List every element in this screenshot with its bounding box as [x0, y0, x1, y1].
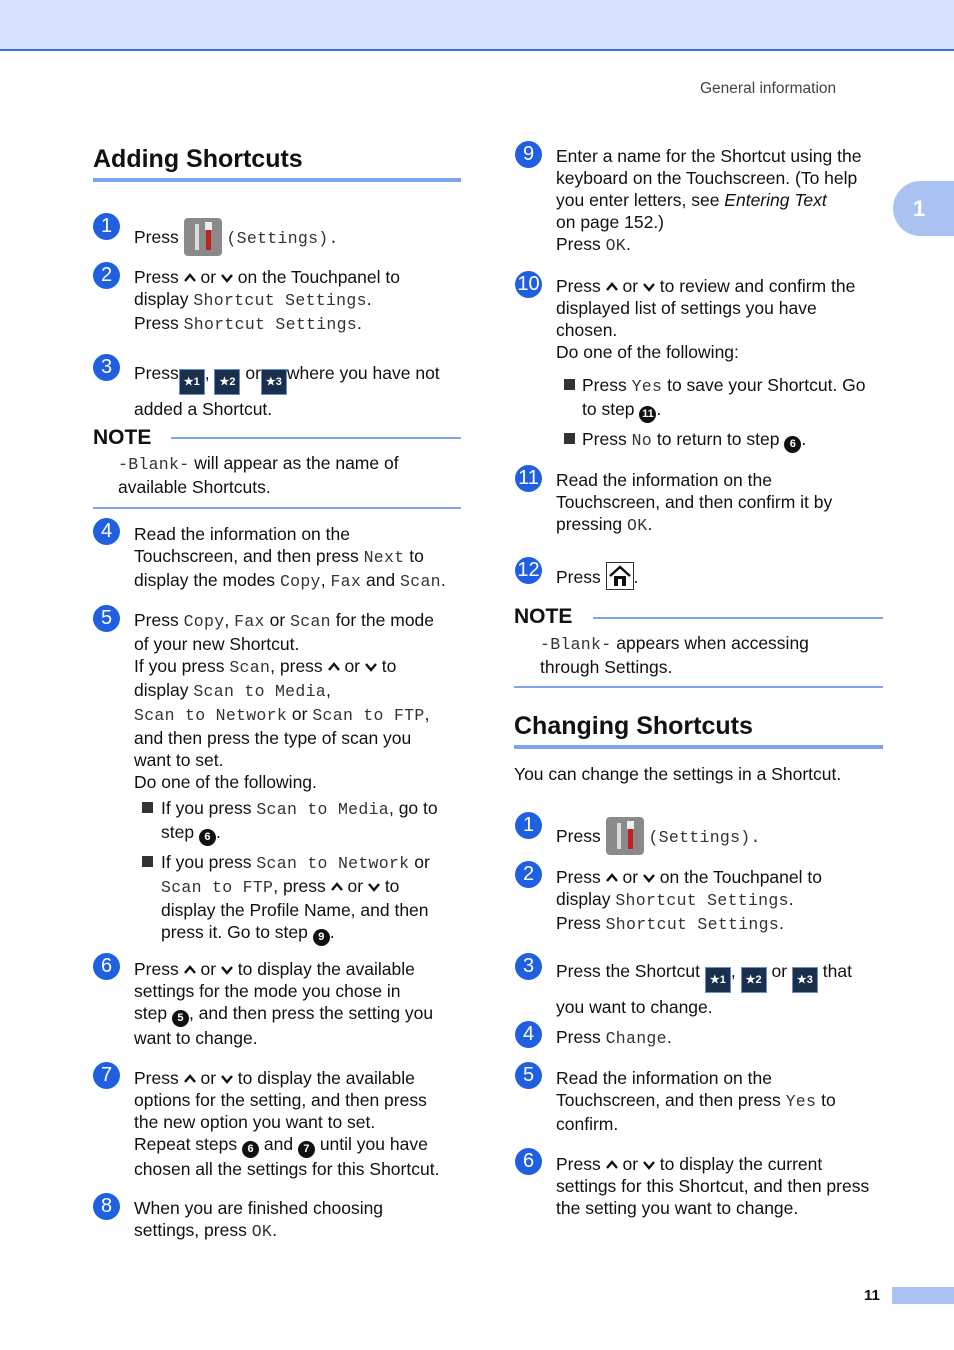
step-ref: 6: [242, 1141, 259, 1158]
step-text: Press or to review and confirm the displayed list of settings you have chosen. Do one of the following:: [556, 276, 856, 362]
note-title: NOTE: [93, 426, 152, 449]
shortcut-star-icon: ★2: [214, 369, 240, 395]
step-number: 11: [515, 465, 542, 492]
step-number: 6: [93, 953, 120, 980]
step-text: Press or on the Touchpanel to display Shortcut Settings. Press Shortcut Settings.: [134, 267, 400, 334]
step-text: Press or to display the current settings for this Shortcut, and then press the setting you want to change.: [556, 1154, 870, 1218]
up-chevron-icon: [184, 1073, 196, 1085]
bullet-square: [142, 856, 153, 867]
step-text: Press the Shortcut ★1 , ★2 or ★3 that you want to change.: [556, 961, 852, 1017]
step-number: 7: [93, 1062, 120, 1089]
step-text: Read the information on the Touchscreen, and then press Yes to confirm.: [556, 1068, 836, 1134]
step-text: Press or to display the available settings for the mode you chose in step 5 , and then press the setting you want to change.: [134, 959, 434, 1048]
down-chevron-icon: [221, 964, 233, 976]
note-rule: [171, 437, 461, 439]
step-number: 5: [515, 1062, 542, 1089]
note-bottom-rule: [93, 507, 461, 509]
step-text: Press (Settings).: [556, 817, 761, 855]
intro-text: You can change the settings in a Shortcut.: [514, 764, 842, 784]
down-chevron-icon: [368, 881, 380, 893]
settings-tools-icon: [606, 817, 644, 855]
step-number: 4: [515, 1021, 542, 1048]
shortcut-star-icon: ★3: [261, 369, 287, 395]
step-text: Read the information on the Touchscreen, and then press Next to display the modes Copy, Fax and Scan.: [134, 524, 446, 591]
step-text: Enter a name for the Shortcut using the keyboard on the Touchscreen. (To help you enter letters, see Entering Text on page 152.) Press OK.: [556, 146, 862, 255]
step-ref: 7: [298, 1141, 315, 1158]
step-ref: 6: [199, 829, 216, 846]
up-chevron-icon: [606, 1159, 618, 1171]
shortcut-star-icon: ★1: [705, 967, 731, 993]
step-text: When you are finished choosing settings, press OK.: [134, 1198, 384, 1241]
up-chevron-icon: [184, 272, 196, 284]
step-text: Press .: [556, 562, 638, 590]
step-number: 1: [93, 213, 120, 240]
down-chevron-icon: [221, 1073, 233, 1085]
note-text: -Blank- appears when accessing through Settings.: [540, 633, 809, 677]
down-chevron-icon: [365, 661, 377, 673]
down-chevron-icon: [643, 281, 655, 293]
bullet-square: [564, 433, 575, 444]
step-number: 8: [93, 1193, 120, 1220]
step-number: 2: [93, 262, 120, 289]
up-chevron-icon: [328, 661, 340, 673]
step-number: 9: [515, 141, 542, 168]
step-ref: 11: [639, 406, 656, 423]
step-number: 10: [515, 271, 542, 298]
shortcut-star-icon: ★2: [741, 967, 767, 993]
bullet-text: Press No to return to step 6 .: [582, 428, 806, 453]
shortcut-star-icon: ★1: [179, 369, 205, 395]
step-text: Read the information on the Touchscreen, and then confirm it by pressing OK.: [556, 470, 833, 535]
home-icon: [606, 562, 634, 590]
step-ref: 6: [784, 436, 801, 453]
note-bottom-rule: [514, 686, 883, 688]
note-text: -Blank- will appear as the name of available Shortcuts.: [118, 453, 399, 497]
shortcut-star-icon: ★3: [792, 967, 818, 993]
up-chevron-icon: [184, 964, 196, 976]
step-number: 6: [515, 1148, 542, 1175]
step-number: 1: [515, 812, 542, 839]
step-text: Press or on the Touchpanel to display Shortcut Settings. Press Shortcut Settings.: [556, 867, 822, 934]
page-number: 11: [864, 1287, 880, 1304]
step-text: Press Change.: [556, 1027, 672, 1048]
title-rule: [93, 178, 461, 182]
bullet-square: [564, 379, 575, 390]
bullet-text: Press Yes to save your Shortcut. Go to step 11 .: [582, 374, 866, 423]
step-text: Press ★1 , ★2 or ★3 where you have not added a Shortcut.: [134, 363, 440, 419]
down-chevron-icon: [221, 272, 233, 284]
up-chevron-icon: [606, 872, 618, 884]
note-rule: [593, 617, 883, 619]
step-number: 5: [93, 605, 120, 632]
up-chevron-icon: [606, 281, 618, 293]
step-text: Press (Settings).: [134, 218, 339, 256]
page-number-bar: [892, 1287, 954, 1304]
step-number: 3: [515, 953, 542, 980]
section-title-changing: Changing Shortcuts: [514, 712, 753, 740]
note-title: NOTE: [514, 605, 573, 628]
bullet-square: [142, 802, 153, 813]
settings-tools-icon: [184, 218, 222, 256]
down-chevron-icon: [643, 1159, 655, 1171]
bullet-text: If you press Scan to Media, go to step 6 .: [161, 797, 438, 846]
step-text: Press or to display the available options for the setting, and then press the new option you want to set. Repeat steps 6 and 7 until you have chosen all the settings for this Shortcut.: [134, 1068, 440, 1179]
step-ref: 5: [172, 1010, 189, 1027]
step-ref: 9: [313, 929, 330, 946]
section-title-adding: Adding Shortcuts: [93, 145, 303, 173]
step-text: Press Copy, Fax or Scan for the mode of your new Shortcut. If you press Scan, press or to display Scan to Media, Scan to Network or Scan to FTP, and then press the type of scan you want to set. Do one of the following.: [134, 610, 435, 792]
running-header: General information: [700, 80, 837, 97]
up-chevron-icon: [331, 881, 343, 893]
step-number: 12: [515, 557, 542, 584]
title-rule: [514, 745, 883, 749]
down-chevron-icon: [643, 872, 655, 884]
top-banner: [0, 0, 954, 51]
step-number: 2: [515, 861, 542, 888]
step-number: 4: [93, 518, 120, 545]
bullet-text: If you press Scan to Network or Scan to FTP, press or to display the Profile Name, and then press it. Go to step 9 .: [161, 851, 430, 946]
step-number: 3: [93, 354, 120, 381]
chapter-tab: 1: [893, 181, 954, 236]
